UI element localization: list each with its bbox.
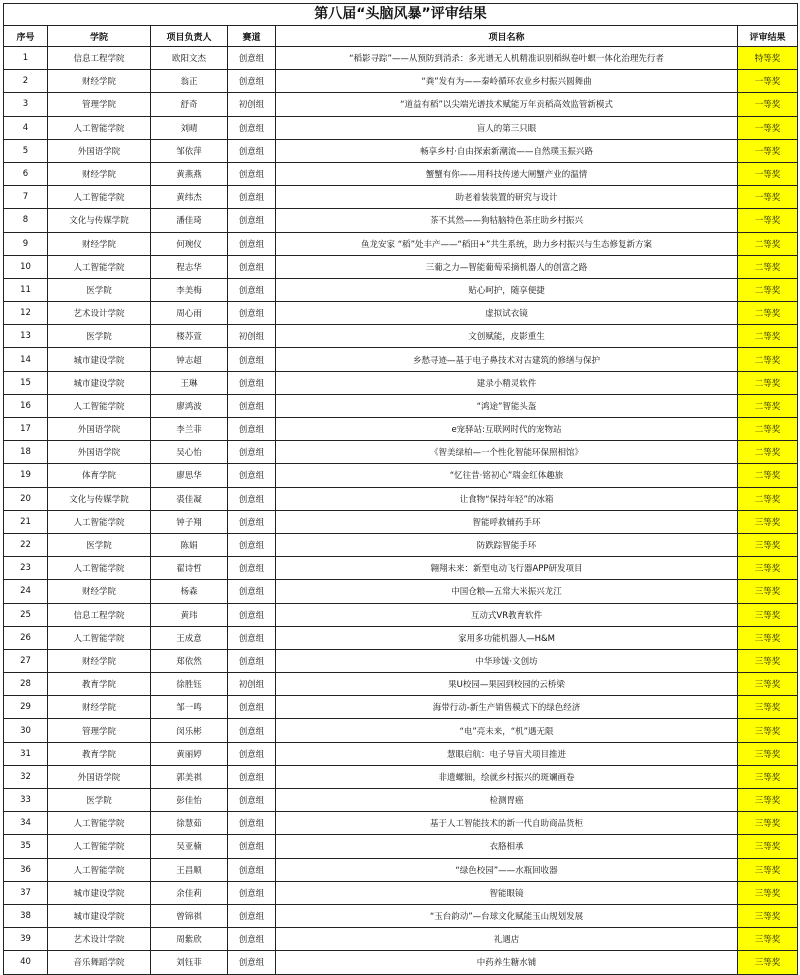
track: 创意组 <box>228 533 276 556</box>
table-row <box>4 441 798 464</box>
track: 创意组 <box>228 742 276 765</box>
track: 创意组 <box>228 394 276 417</box>
header-result: 评审结果 <box>738 26 798 47</box>
track: 创意组 <box>228 649 276 672</box>
header-project: 项目名称 <box>276 26 738 47</box>
project-leader: 余佳莉 <box>151 881 228 904</box>
table-row <box>4 673 798 696</box>
project-name: 礼遇店 <box>276 928 738 951</box>
project-name: “粪”发有为——秦岭循环农业乡村振兴圆舞曲 <box>276 70 738 93</box>
table-row <box>4 533 798 556</box>
track: 创意组 <box>228 626 276 649</box>
table-row <box>4 881 798 904</box>
college: 人工智能学院 <box>48 557 151 580</box>
row-index: 30 <box>4 719 48 742</box>
table-row <box>4 510 798 533</box>
project-name: 果U校园—果园到校园的云桥梁 <box>276 673 738 696</box>
project-leader: 钟志超 <box>151 348 228 371</box>
college: 人工智能学院 <box>48 510 151 533</box>
table-row <box>4 580 798 603</box>
row-index: 23 <box>4 557 48 580</box>
college: 管理学院 <box>48 719 151 742</box>
project-name: e宠驿站:互联网时代的宠物站 <box>276 418 738 441</box>
row-index: 26 <box>4 626 48 649</box>
project-leader: 程志华 <box>151 255 228 278</box>
project-leader: 李兰菲 <box>151 418 228 441</box>
row-index: 1 <box>4 47 48 70</box>
row-index: 5 <box>4 139 48 162</box>
review-result: 二等奖 <box>738 232 798 255</box>
review-result: 二等奖 <box>738 371 798 394</box>
track: 创意组 <box>228 162 276 185</box>
row-index: 39 <box>4 928 48 951</box>
project-name: “绿色校园”——水瓶回收器 <box>276 858 738 881</box>
track: 创意组 <box>228 186 276 209</box>
track: 创意组 <box>228 789 276 812</box>
review-result: 一等奖 <box>738 186 798 209</box>
project-leader: 杨森 <box>151 580 228 603</box>
review-result: 三等奖 <box>738 742 798 765</box>
row-index: 40 <box>4 951 48 974</box>
project-leader: 王琳 <box>151 371 228 394</box>
table-row <box>4 325 798 348</box>
row-index: 33 <box>4 789 48 812</box>
track: 创意组 <box>228 209 276 232</box>
college: 艺术设计学院 <box>48 302 151 325</box>
row-index: 14 <box>4 348 48 371</box>
project-leader: 曾锦祺 <box>151 904 228 927</box>
project-leader: 欧阳文杰 <box>151 47 228 70</box>
table-row <box>4 371 798 394</box>
review-result: 三等奖 <box>738 580 798 603</box>
row-index: 24 <box>4 580 48 603</box>
college: 城市建设学院 <box>48 881 151 904</box>
project-leader: 钟子翔 <box>151 510 228 533</box>
row-index: 32 <box>4 765 48 788</box>
row-index: 28 <box>4 673 48 696</box>
table-row <box>4 162 798 185</box>
project-leader: 楼苏萱 <box>151 325 228 348</box>
college: 外国语学院 <box>48 765 151 788</box>
college: 医学院 <box>48 533 151 556</box>
row-index: 25 <box>4 603 48 626</box>
project-leader: 翁正 <box>151 70 228 93</box>
review-result: 二等奖 <box>738 487 798 510</box>
track: 创意组 <box>228 464 276 487</box>
college: 医学院 <box>48 278 151 301</box>
project-name: 慧眼启航：电子导盲犬项目推进 <box>276 742 738 765</box>
project-leader: 舒奇 <box>151 93 228 116</box>
table-row <box>4 835 798 858</box>
project-name: “忆往昔·铭初心”瑞金红体趣旅 <box>276 464 738 487</box>
track: 创意组 <box>228 835 276 858</box>
project-leader: 徐慧茹 <box>151 812 228 835</box>
project-leader: 黄玮 <box>151 603 228 626</box>
review-result: 三等奖 <box>738 789 798 812</box>
row-index: 17 <box>4 418 48 441</box>
row-index: 6 <box>4 162 48 185</box>
track: 创意组 <box>228 116 276 139</box>
project-name: 虚拟试衣镜 <box>276 302 738 325</box>
review-result: 二等奖 <box>738 325 798 348</box>
table-row <box>4 742 798 765</box>
track: 创意组 <box>228 510 276 533</box>
table-row <box>4 255 798 278</box>
table-row <box>4 348 798 371</box>
project-name: “道益有稻”以尖端光谱技术赋能万年贡稻高效监管新模式 <box>276 93 738 116</box>
review-result: 二等奖 <box>738 418 798 441</box>
project-name: 乡愁寻迹—基于电子鼻技术对古建筑的修缮与保护 <box>276 348 738 371</box>
college: 文化与传媒学院 <box>48 209 151 232</box>
project-name: 畅享乡村·自由探索新潮流——自然璞玉振兴路 <box>276 139 738 162</box>
project-leader: 吴心怡 <box>151 441 228 464</box>
table-row <box>4 557 798 580</box>
project-name: “玉台韵动”—台球文化赋能玉山规划发展 <box>276 904 738 927</box>
college: 人工智能学院 <box>48 812 151 835</box>
row-index: 7 <box>4 186 48 209</box>
project-name: 蟹蟹有你——用科技传递大闸蟹产业的温情 <box>276 162 738 185</box>
project-leader: 彭佳怡 <box>151 789 228 812</box>
review-result: 一等奖 <box>738 93 798 116</box>
project-name: 建录小精灵软件 <box>276 371 738 394</box>
project-name: 鱼龙安家 “稻”处丰产——“稻田+”共生系统，助力乡村振兴与生态修复新方案 <box>276 232 738 255</box>
project-leader: 廖鸿波 <box>151 394 228 417</box>
header-leader: 项目负责人 <box>151 26 228 47</box>
review-result: 一等奖 <box>738 70 798 93</box>
college: 财经学院 <box>48 649 151 672</box>
project-leader: 黄丽婷 <box>151 742 228 765</box>
header-index: 序号 <box>4 26 48 47</box>
track: 创意组 <box>228 70 276 93</box>
project-leader: 郭美祺 <box>151 765 228 788</box>
track: 创意组 <box>228 255 276 278</box>
college: 财经学院 <box>48 232 151 255</box>
project-name: 让食物“保持年轻”的冰箱 <box>276 487 738 510</box>
review-result: 三等奖 <box>738 626 798 649</box>
review-result: 一等奖 <box>738 162 798 185</box>
college: 音乐舞蹈学院 <box>48 951 151 974</box>
project-leader: 吴亚楠 <box>151 835 228 858</box>
header-college: 学院 <box>48 26 151 47</box>
review-result: 二等奖 <box>738 441 798 464</box>
college: 教育学院 <box>48 742 151 765</box>
project-name: 贴心呵护，随享便捷 <box>276 278 738 301</box>
row-index: 34 <box>4 812 48 835</box>
table-row <box>4 464 798 487</box>
table-row <box>4 696 798 719</box>
table-row <box>4 603 798 626</box>
review-result: 三等奖 <box>738 603 798 626</box>
review-result: 一等奖 <box>738 139 798 162</box>
row-index: 4 <box>4 116 48 139</box>
review-result: 三等奖 <box>738 719 798 742</box>
track: 创意组 <box>228 302 276 325</box>
project-name: 三葡之力—智能葡萄采摘机器人的创富之路 <box>276 255 738 278</box>
table-row <box>4 789 798 812</box>
table-row <box>4 904 798 927</box>
table-row <box>4 47 798 70</box>
project-name: 智能呼救辅药手环 <box>276 510 738 533</box>
track: 创意组 <box>228 580 276 603</box>
table-row <box>4 139 798 162</box>
project-name: “电”亮未来，“机”遇无限 <box>276 719 738 742</box>
row-index: 2 <box>4 70 48 93</box>
review-result: 三等奖 <box>738 835 798 858</box>
track: 创意组 <box>228 858 276 881</box>
track: 创意组 <box>228 881 276 904</box>
row-index: 11 <box>4 278 48 301</box>
project-leader: 翟诗哲 <box>151 557 228 580</box>
project-leader: 李美梅 <box>151 278 228 301</box>
project-name: “鸿途”智能头盔 <box>276 394 738 417</box>
college: 信息工程学院 <box>48 603 151 626</box>
college: 人工智能学院 <box>48 835 151 858</box>
review-result: 特等奖 <box>738 47 798 70</box>
project-leader: 刘晴 <box>151 116 228 139</box>
project-name: 检测胃癌 <box>276 789 738 812</box>
track: 创意组 <box>228 487 276 510</box>
table-row <box>4 209 798 232</box>
row-index: 27 <box>4 649 48 672</box>
table-row <box>4 719 798 742</box>
review-result: 三等奖 <box>738 510 798 533</box>
college: 财经学院 <box>48 696 151 719</box>
project-leader: 郑依然 <box>151 649 228 672</box>
table-row <box>4 394 798 417</box>
review-result: 三等奖 <box>738 696 798 719</box>
track: 初创组 <box>228 673 276 696</box>
table-row <box>4 302 798 325</box>
project-name: 中药养生糖水铺 <box>276 951 738 974</box>
table-row <box>4 93 798 116</box>
row-index: 37 <box>4 881 48 904</box>
project-name: 盲人的第三只眼 <box>276 116 738 139</box>
project-leader: 潘佳琦 <box>151 209 228 232</box>
row-index: 12 <box>4 302 48 325</box>
track: 创意组 <box>228 928 276 951</box>
track: 创意组 <box>228 603 276 626</box>
review-result: 三等奖 <box>738 649 798 672</box>
project-name: 互动式VR教育软件 <box>276 603 738 626</box>
project-name: 海带行动-新生产销售模式下的绿色经济 <box>276 696 738 719</box>
table-row <box>4 812 798 835</box>
project-leader: 刘钰菲 <box>151 951 228 974</box>
review-result: 三等奖 <box>738 928 798 951</box>
project-name: 非遗螺钿，绘就乡村振兴的斑斓画卷 <box>276 765 738 788</box>
project-name: 文创赋能，皮影重生 <box>276 325 738 348</box>
track: 创意组 <box>228 951 276 974</box>
review-result: 二等奖 <box>738 464 798 487</box>
row-index: 29 <box>4 696 48 719</box>
college: 艺术设计学院 <box>48 928 151 951</box>
review-result: 三等奖 <box>738 765 798 788</box>
project-leader: 黄燕燕 <box>151 162 228 185</box>
project-leader: 陈娟 <box>151 533 228 556</box>
track: 创意组 <box>228 765 276 788</box>
review-result: 三等奖 <box>738 673 798 696</box>
project-leader: 徐胜钰 <box>151 673 228 696</box>
project-leader: 邹依萍 <box>151 139 228 162</box>
results-table <box>3 3 798 975</box>
row-index: 38 <box>4 904 48 927</box>
project-name: 基于人工智能技术的新一代自助商品货柜 <box>276 812 738 835</box>
review-result: 二等奖 <box>738 394 798 417</box>
sheet-title: 第八届“头脑风暴”评审结果 <box>3 3 798 25</box>
review-result: 三等奖 <box>738 904 798 927</box>
row-index: 19 <box>4 464 48 487</box>
row-index: 31 <box>4 742 48 765</box>
row-index: 9 <box>4 232 48 255</box>
header-track: 赛道 <box>228 26 276 47</box>
header-row <box>4 26 798 47</box>
table-row <box>4 70 798 93</box>
review-result: 二等奖 <box>738 255 798 278</box>
college: 财经学院 <box>48 70 151 93</box>
track: 创意组 <box>228 557 276 580</box>
row-index: 20 <box>4 487 48 510</box>
college: 财经学院 <box>48 162 151 185</box>
row-index: 13 <box>4 325 48 348</box>
project-leader: 闵乐彬 <box>151 719 228 742</box>
track: 创意组 <box>228 278 276 301</box>
project-name: 《智美绿柏—一个性化智能环保照相馆》 <box>276 441 738 464</box>
college: 城市建设学院 <box>48 904 151 927</box>
college: 人工智能学院 <box>48 186 151 209</box>
review-result: 三等奖 <box>738 951 798 974</box>
review-result: 三等奖 <box>738 557 798 580</box>
project-name: 助老着装装置的研究与设计 <box>276 186 738 209</box>
project-leader: 王昌顺 <box>151 858 228 881</box>
track: 创意组 <box>228 371 276 394</box>
track: 初创组 <box>228 93 276 116</box>
row-index: 8 <box>4 209 48 232</box>
project-leader: 廖思华 <box>151 464 228 487</box>
project-name: 家用多功能机器人—H&M <box>276 626 738 649</box>
track: 创意组 <box>228 719 276 742</box>
project-leader: 何琬仪 <box>151 232 228 255</box>
track: 创意组 <box>228 441 276 464</box>
row-index: 18 <box>4 441 48 464</box>
row-index: 22 <box>4 533 48 556</box>
track: 创意组 <box>228 418 276 441</box>
college: 信息工程学院 <box>48 47 151 70</box>
review-result: 三等奖 <box>738 812 798 835</box>
project-name: 防跌踪智能手环 <box>276 533 738 556</box>
table-row <box>4 951 798 974</box>
review-result: 三等奖 <box>738 858 798 881</box>
project-name: 翱翔未来：新型电动飞行器APP研发项目 <box>276 557 738 580</box>
review-result: 一等奖 <box>738 116 798 139</box>
project-name: “稻影寻踪”——从预防到消杀：多光谱无人机精准识别稻纵卷叶螟一体化治理先行者 <box>276 47 738 70</box>
track: 创意组 <box>228 47 276 70</box>
table-row <box>4 418 798 441</box>
review-result: 一等奖 <box>738 209 798 232</box>
project-leader: 邹一鸣 <box>151 696 228 719</box>
results-sheet <box>3 3 797 975</box>
college: 医学院 <box>48 789 151 812</box>
college: 外国语学院 <box>48 139 151 162</box>
review-result: 二等奖 <box>738 348 798 371</box>
table-row <box>4 626 798 649</box>
row-index: 3 <box>4 93 48 116</box>
college: 文化与传媒学院 <box>48 487 151 510</box>
college: 体育学院 <box>48 464 151 487</box>
project-leader: 裘佳凝 <box>151 487 228 510</box>
row-index: 10 <box>4 255 48 278</box>
review-result: 二等奖 <box>738 278 798 301</box>
track: 创意组 <box>228 904 276 927</box>
table-row <box>4 232 798 255</box>
table-row <box>4 487 798 510</box>
project-name: 茶不其然——狗牯脑特色茶庄助乡村振兴 <box>276 209 738 232</box>
project-leader: 周紫欣 <box>151 928 228 951</box>
college: 医学院 <box>48 325 151 348</box>
college: 外国语学院 <box>48 441 151 464</box>
project-leader: 王成意 <box>151 626 228 649</box>
college: 教育学院 <box>48 673 151 696</box>
track: 创意组 <box>228 232 276 255</box>
college: 城市建设学院 <box>48 371 151 394</box>
track: 创意组 <box>228 696 276 719</box>
row-index: 21 <box>4 510 48 533</box>
track: 创意组 <box>228 348 276 371</box>
project-name: 中华珍馐·文创坊 <box>276 649 738 672</box>
table-row <box>4 278 798 301</box>
table-row <box>4 116 798 139</box>
review-result: 二等奖 <box>738 302 798 325</box>
table-row <box>4 649 798 672</box>
college: 人工智能学院 <box>48 858 151 881</box>
row-index: 16 <box>4 394 48 417</box>
review-result: 三等奖 <box>738 533 798 556</box>
table-row <box>4 928 798 951</box>
project-name: 智能眼镜 <box>276 881 738 904</box>
table-row <box>4 765 798 788</box>
college: 管理学院 <box>48 93 151 116</box>
track: 创意组 <box>228 812 276 835</box>
project-leader: 周心雨 <box>151 302 228 325</box>
review-result: 三等奖 <box>738 881 798 904</box>
track: 创意组 <box>228 139 276 162</box>
college: 人工智能学院 <box>48 116 151 139</box>
table-row <box>4 186 798 209</box>
project-leader: 黄纬杰 <box>151 186 228 209</box>
project-name: 衣胳相承 <box>276 835 738 858</box>
college: 人工智能学院 <box>48 394 151 417</box>
row-index: 15 <box>4 371 48 394</box>
college: 城市建设学院 <box>48 348 151 371</box>
college: 财经学院 <box>48 580 151 603</box>
row-index: 36 <box>4 858 48 881</box>
track: 初创组 <box>228 325 276 348</box>
table-row <box>4 858 798 881</box>
row-index: 35 <box>4 835 48 858</box>
college: 人工智能学院 <box>48 626 151 649</box>
project-name: 中国仓粮—五常大米振兴龙江 <box>276 580 738 603</box>
college: 外国语学院 <box>48 418 151 441</box>
college: 人工智能学院 <box>48 255 151 278</box>
